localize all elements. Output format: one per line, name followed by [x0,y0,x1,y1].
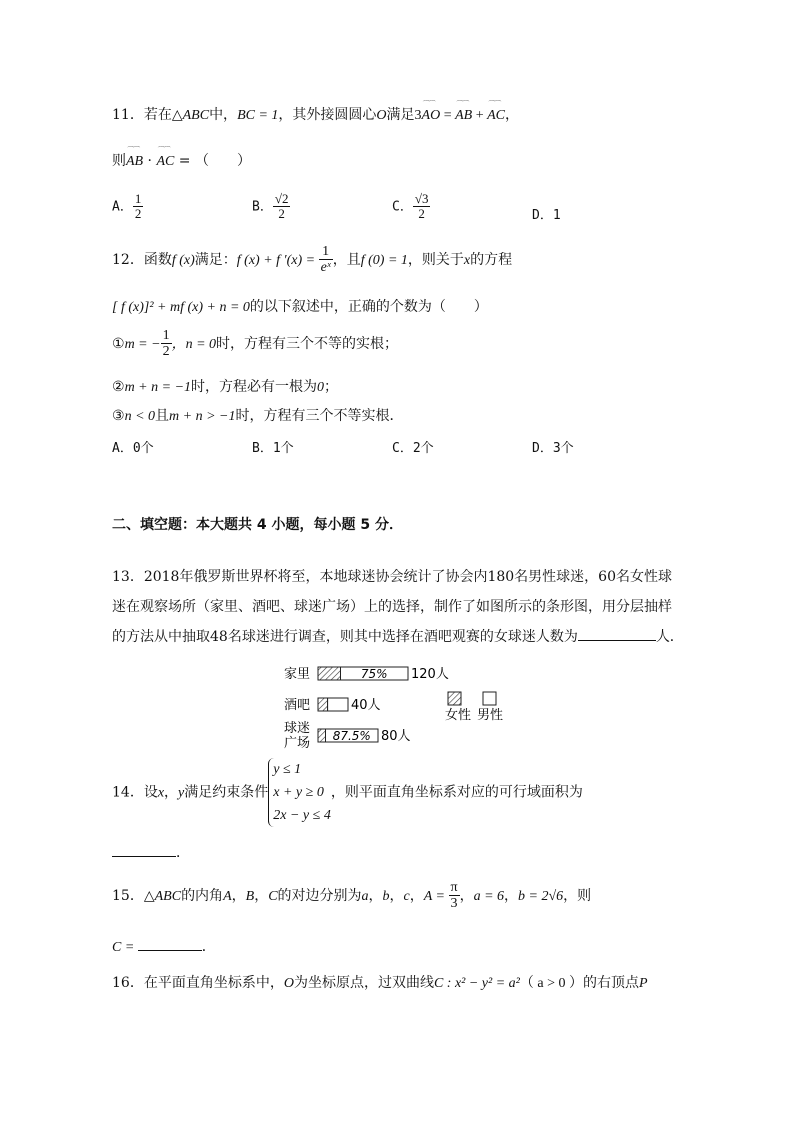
vector-ac: ⌒⌒ AC [156,154,174,170]
q12-statement-1: ①m = − $\frac{1}{2}$ ，n = 0时，方程有三个不等的实根； [112,328,399,360]
fraction: $\frac{1}{\text{eˣ}}$ [320,244,331,276]
fraction: $\frac{1}{2}$ [134,191,142,222]
fraction: $\frac{√2}{2}$ [274,191,289,222]
vector-ab: ⌒⌒ AB [126,154,143,170]
category-label: 家里 [284,667,311,682]
legend-female-swatch [448,692,461,705]
q11-option-b[interactable]: B． $\frac{√2}{2}$ [252,191,289,222]
q14-number: 14． [112,784,144,801]
q12-line1: 12．函数f (x)满足：f (x) + f ′(x) = $\frac{1}{\text{eˣ}}$ ，且f (0) = 1，则关于x的方程 [112,244,513,276]
q13-line1: 13．2018年俄罗斯世界杯将至，本地球迷协会统计了协会内180名男性球迷，60名女性球 [112,569,672,585]
q13-line2: 迷在观察场所（家里、酒吧、球迷广场）上的选择，制作了如图所示的条形图，用分层抽样 [112,599,672,615]
category-label: 酒吧 [284,698,311,713]
q14-line: 14．设x，y满足约束条件 y ≤ 1 x + y ≥ 0 2x − y ≤ 4 ，则平面直角坐标系对应的可行域面积为 [112,758,583,827]
category-label: 球迷 [284,721,311,736]
bar-male [328,698,348,711]
q15-line2: C = ． [112,939,216,955]
q11-number: 11． [112,107,144,123]
answer-blank[interactable] [112,844,176,857]
bar-percent-label: 75% [360,667,388,681]
q16-number: 16． [112,975,144,991]
q11-line2: 则⌒⌒ AB · ⌒⌒ AC = （ ） [112,150,251,170]
answer-blank[interactable] [578,628,656,641]
vector-ao: ⌒⌒ AO [422,108,441,124]
q12-line2: [ f (x)]² + mf (x) + n = 0的以下叙述中，正确的个数为（ ） [112,299,488,315]
q13-number: 13． [112,569,144,585]
bar-female [318,667,341,680]
q15-number: 15． [112,887,144,904]
q11-option-d[interactable]: D．1 [532,208,561,223]
bar-female [318,698,328,711]
bar-female [318,729,326,742]
answer-blank[interactable] [138,938,202,951]
bar-total-label: 80人 [381,729,411,744]
q12-statement-2: ②m + n = −1时，方程必有一根为0； [112,379,339,395]
bar-total-label: 40人 [351,698,381,713]
q11-line1: 11．若在△ABC中，BC = 1，其外接圆圆心O满足3⌒⌒ AO = ⌒⌒ AB + ⌒⌒ AC， [112,104,519,124]
q16-line1: 16．在平面直角坐标系中，O为坐标原点，过双曲线C : x² − y² = a²（ a > 0 ）的右顶点P [112,975,648,991]
chart-layer [284,667,449,751]
q14-answer-line: ． [112,842,190,862]
q11-option-c[interactable]: C． $\frac{√3}{2}$ [392,191,429,222]
legend-male-swatch [483,692,496,705]
constraint-system: y ≤ 1 x + y ≥ 0 2x − y ≤ 4 [268,758,331,827]
bar-percent-label: 87.5% [332,729,371,743]
q12-option-c[interactable]: C．2个 [392,441,434,456]
q12-number: 12． [112,251,144,268]
bar-total-label: 120人 [411,667,449,682]
section-heading: 二、填空题：本大题共 4 小题，每小题 5 分． [112,517,403,533]
q12-option-a[interactable]: A．0个 [112,441,154,456]
fraction: $\frac{\pi}{3}$ [450,880,458,912]
category-label: 广场 [284,736,311,751]
q15-line1: 15．△ABC的内角A，B，C的对边分别为a，b，c，A = $\frac{\pi}{3}$ ，a = 6，b = 2√6，则 [112,880,592,912]
fraction: $\frac{1}{2}$ [162,328,170,360]
q12-statement-3: ③n < 0且m + n > −1时，方程有三个不等实根． [112,408,404,424]
q12-option-d[interactable]: D．3个 [532,441,574,456]
vector-ac: ⌒⌒ AC [487,108,505,124]
vector-ab: ⌒⌒ AB [455,108,472,124]
bar-chart [280,657,520,757]
q12-option-b[interactable]: B．1个 [252,441,294,456]
legend-female-label: 女性 [445,708,472,723]
q13-line3: 的方法从中抽取48名球迷进行调查，则其中选择在酒吧观赛的女球迷人数为 人． [112,629,684,645]
legend-male-label: 男性 [477,708,504,723]
fraction: $\frac{√3}{2}$ [414,191,429,222]
q11-option-a[interactable]: A． $\frac{1}{2}$ [112,191,142,222]
